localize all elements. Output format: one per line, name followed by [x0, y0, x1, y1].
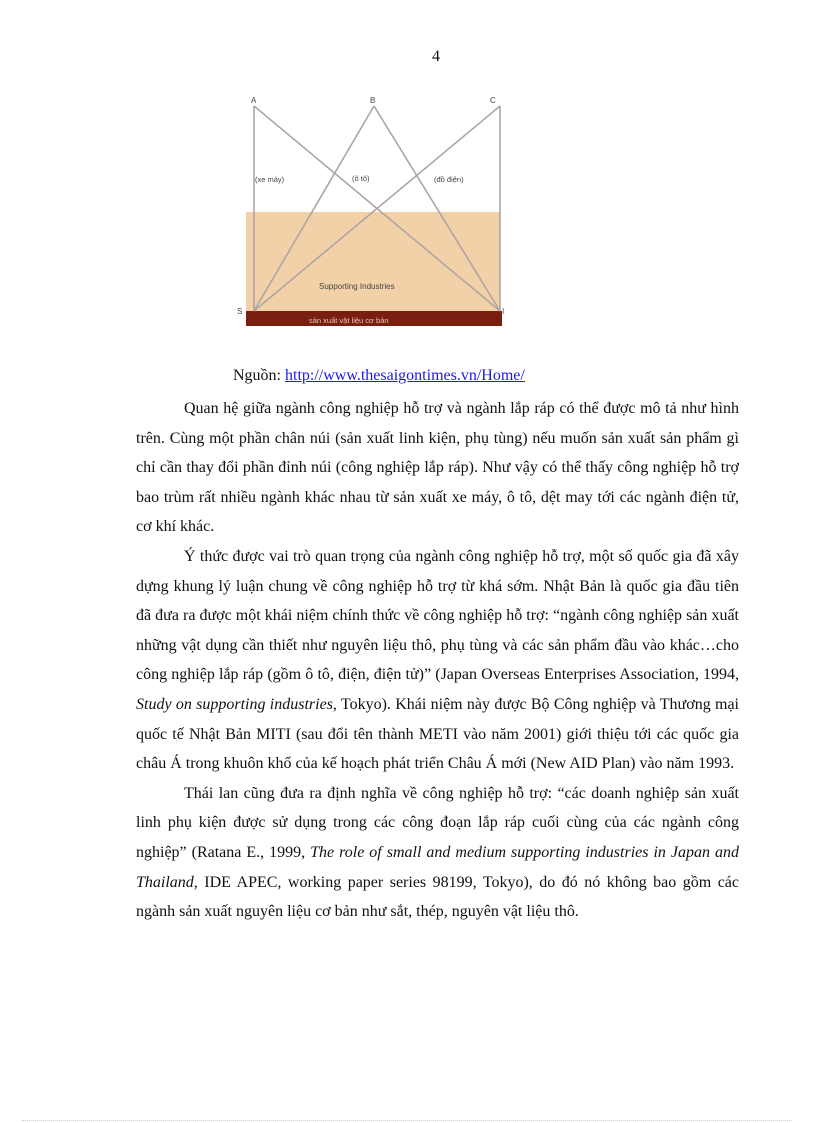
thailand-text-part-1: Thái lan cũng đưa ra định nghĩa về công nghiệp hỗ trợ: “các doanh nghiệp sản xuất linh phụ kiện được sử dụng trong các công đoạn lắp ráp cuối cùng của các ngành công nghiệp” (Ratana E., 1999,	[136, 784, 739, 861]
point-s-label: S	[237, 307, 243, 316]
supporting-industries-band	[246, 212, 500, 312]
japan-text-part-1: Ý thức được vai trò quan trọng của ngành công nghiệp hỗ trợ, một số quốc gia đã xây dựng khung lý luận chung về công nghiệp hỗ trợ từ khá sớm. Nhật Bản là quốc gia đầu tiên đã đưa ra được một khái niệm chính thức về công nghiệp hỗ trợ: “ngành công nghiệp sản xuất những vật dụng cần thiết như nguyên liệu thô, phụ tùng và các sản phẩm đầu vào khác…cho công nghiệp lắp ráp (gồm ô tô, điện, điện tử)” (Japan Overseas Enterprises Association, 1994,	[136, 547, 739, 684]
supporting-industries-diagram	[234, 92, 506, 328]
motorbike-label: (xe máy)	[255, 175, 285, 184]
car-label: (ô tô)	[352, 174, 370, 183]
thailand-paper-title: The role of small and medium supporting industries in Japan and Thailand	[136, 843, 740, 891]
japan-study-title: Study on supporting industries	[136, 695, 333, 713]
point-b-label: B	[370, 96, 376, 105]
body-text	[136, 394, 739, 927]
point-i-label: I	[502, 307, 505, 316]
source-label: Nguồn:	[233, 367, 281, 384]
thailand-text-part-2: , IDE APEC, working paper series 98199, Tokyo), do đó nó không bao gồm các ngành sản xuất nguyên liệu cơ bản như sắt, thép, nguyên vật liệu thô.	[136, 873, 739, 921]
paragraph-japan-definition	[136, 542, 739, 779]
electronics-label: (đồ điện)	[434, 175, 464, 184]
point-a-label: A	[251, 96, 257, 105]
base-materials-label: sản xuất vật liệu cơ bản	[309, 316, 389, 325]
page-number: 4	[432, 48, 440, 65]
point-c-label: C	[490, 96, 496, 105]
supporting-industries-label: Supporting Industries	[319, 282, 395, 291]
footer-divider	[22, 1120, 792, 1121]
paragraph-assembly-relation: Quan hệ giữa ngành công nghiệp hỗ trợ và ngành lắp ráp có thể được mô tả như hình trên. Cùng một phần chân núi (sản xuất linh kiện, phụ tùng) nếu muốn sản xuất sản phẩm gì chỉ cần thay đổi phần đỉnh núi (công nghiệp lắp ráp). Như vậy có thể thấy công nghiệp hỗ trợ bao trùm rất nhiều ngành khác nhau từ sản xuất xe máy, ô tô, dệt may tới các ngành điện tử, cơ khí khác.	[136, 400, 739, 536]
japan-text-part-2: , Tokyo). Khái niệm này được Bộ Công nghiệp và Thương mại quốc tế Nhật Bản MITI (sau đổi tên thành METI vào năm 2001) giới thiệu tới các quốc gia châu Á trong khuôn khổ của kế hoạch phát triển Châu Á mới (New AID Plan) vào năm 1993.	[136, 695, 739, 773]
paragraph-thailand-definition	[136, 779, 739, 927]
source-link[interactable]: http://www.thesaigontimes.vn/Home/	[285, 367, 525, 384]
figure-source	[233, 367, 525, 385]
